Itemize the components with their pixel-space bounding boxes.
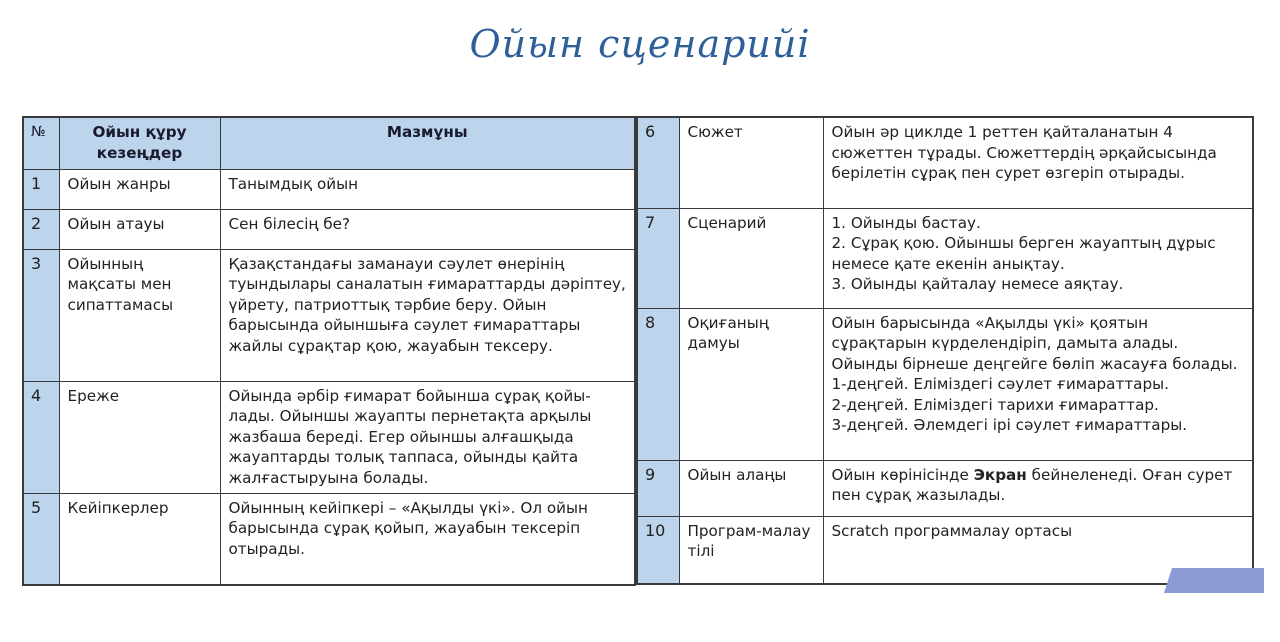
table-header-row <box>23 117 635 169</box>
table-row <box>637 208 1253 308</box>
row-stage: Ойын алаңы <box>679 460 823 516</box>
scenario-step: 1. Ойынды бастау. <box>831 213 981 232</box>
content-text: Ойын көрінісінде <box>831 465 974 484</box>
row-stage: Сценарий <box>679 208 823 308</box>
row-number: 9 <box>637 460 679 516</box>
table-row <box>23 249 635 381</box>
table-row <box>23 169 635 209</box>
row-content: Ойын әр циклде 1 реттен қайталанатын 4 сюжеттен тұрады. Сюжеттердің әрқайсысында берілетін сұрақ пен сурет өзгеріп отырады. <box>823 117 1253 208</box>
row-number: 3 <box>23 249 59 381</box>
row-number: 7 <box>637 208 679 308</box>
scenario-step: 3. Ойынды қайталау немесе аяқтау. <box>831 275 1124 293</box>
row-stage: Ереже <box>59 381 220 493</box>
row-number: 2 <box>23 209 59 249</box>
level-item: 3-деңгей. Әлемдегі ірі сәулет ғимараттары. <box>831 416 1188 434</box>
scenario-table-right <box>636 116 1254 585</box>
decorative-tab-shape <box>1164 568 1264 593</box>
row-number: 6 <box>637 117 679 208</box>
row-content <box>823 208 1253 308</box>
content-text: бейнеленеді. Оған сурет пен сұрақ жазылады. <box>831 465 1233 504</box>
screen-keyword: Экран <box>973 465 1027 484</box>
header-content: Мазмұны <box>220 117 635 169</box>
row-number: 8 <box>637 308 679 460</box>
row-content: Танымдық ойын <box>220 169 635 209</box>
row-content: Ойында әрбір ғимарат бойынша сұрақ қойы- лады. Ойыншы жауапты пернетақта арқылы жазбаша береді. Егер ойыншы алғашқыда жауаптарды толық таппаса, ойынды қайта жалғастыруына болады. <box>220 381 635 493</box>
level-item: 2-деңгей. Еліміздегі тарихи ғимараттар. <box>831 395 1159 414</box>
row-stage: Ойынның мақсаты мен сипаттамасы <box>59 249 220 381</box>
row-content: Ойынның кейіпкері – «Ақылды үкі». Ол ойын барысында сұрақ қойып, жауабын тексеріп отырады. <box>220 493 635 585</box>
row-content: Scratch программалау ортасы <box>823 516 1253 584</box>
table-row <box>23 381 635 493</box>
row-number: 1 <box>23 169 59 209</box>
row-content <box>823 308 1253 460</box>
header-number: № <box>23 117 59 169</box>
table-row <box>637 117 1253 208</box>
row-content: Сен білесің бе? <box>220 209 635 249</box>
row-stage: Ойын атауы <box>59 209 220 249</box>
scenario-step: 2. Сұрақ қою. Ойыншы берген жауаптың дұрыс немесе қате екенін анықтау. <box>831 234 1216 273</box>
scenario-table-left <box>22 116 636 586</box>
row-content <box>823 460 1253 516</box>
row-stage: Програм-малау тілі <box>679 516 823 584</box>
row-stage: Сюжет <box>679 117 823 208</box>
table-row <box>637 460 1253 516</box>
row-number: 5 <box>23 493 59 585</box>
table-row <box>23 209 635 249</box>
table-row <box>637 516 1253 584</box>
development-intro: Ойын барысында «Ақылды үкі» қоятын сұрақтарын күрделендіріп, дамыта алады. Ойынды бірнеше деңгейге бөліп жасауға болады. <box>831 313 1238 373</box>
table-row <box>23 493 635 585</box>
row-stage: Ойын жанры <box>59 169 220 209</box>
level-item: 1-деңгей. Еліміздегі сәулет ғимараттары. <box>831 375 1169 393</box>
row-stage: Оқиғаның дамуы <box>679 308 823 460</box>
row-content: Қазақстандағы заманауи сәулет өнерінің туындылары саналатын ғимараттарды дәріптеу, үйрету, патриоттық тәрбие беру. Ойын барысында ойыншыға сәулет ғимараттары жайлы сұрақтар қою, жауабын тексеру. <box>220 249 635 381</box>
row-stage: Кейіпкерлер <box>59 493 220 585</box>
row-number: 10 <box>637 516 679 584</box>
page-title: Ойын сценарийі <box>469 22 811 66</box>
table-row <box>637 308 1253 460</box>
row-number: 4 <box>23 381 59 493</box>
header-stage: Ойын құру кезеңдер <box>59 117 220 169</box>
